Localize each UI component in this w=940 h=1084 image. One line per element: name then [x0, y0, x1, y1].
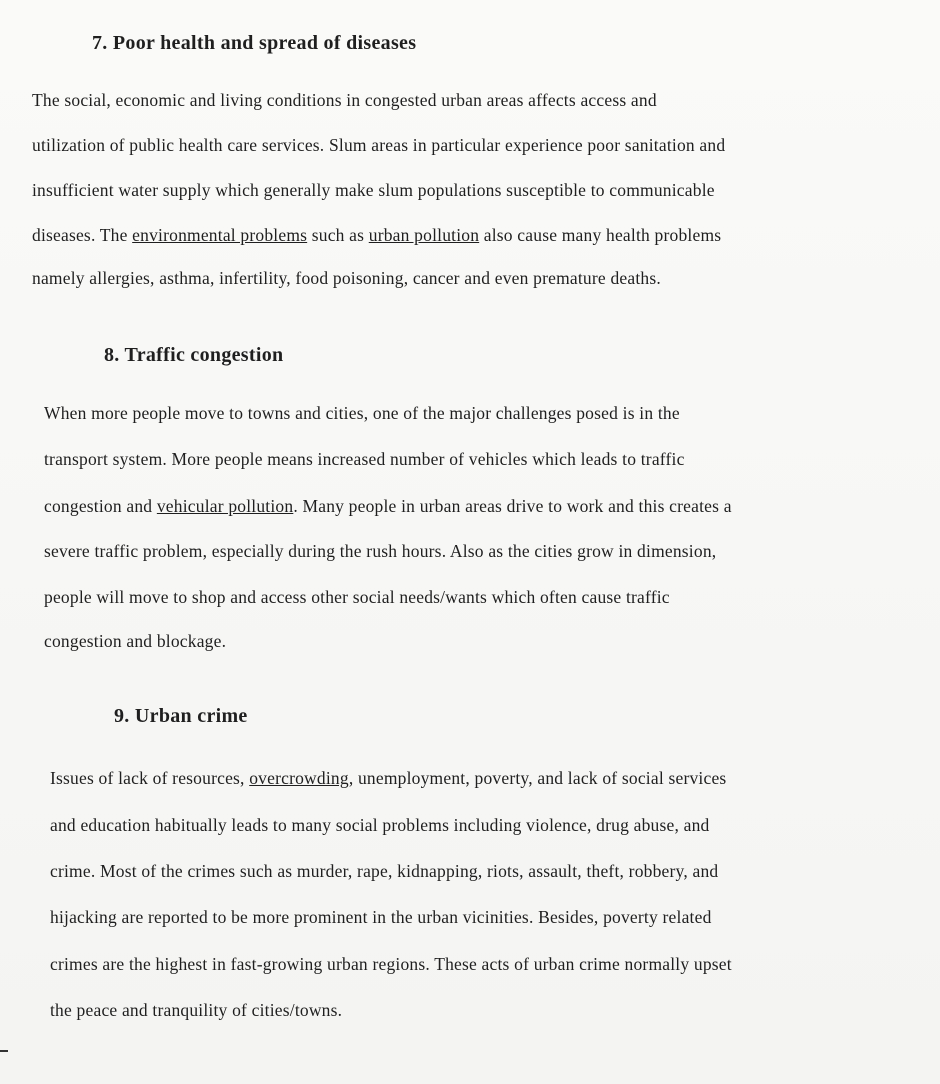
paragraph-line: namely allergies, asthma, infertility, food poisoning, cancer and even premature deaths.: [32, 268, 661, 288]
section-heading-poor-health: 7. Poor health and spread of diseases: [92, 32, 417, 54]
paragraph-line: [32, 225, 721, 246]
paragraph-line: crimes are the highest in fast-growing urban regions. These acts of urban crime normally upset: [50, 954, 732, 974]
text-span: also cause many health problems: [479, 225, 722, 245]
text-span: such as: [307, 225, 369, 245]
paragraph-line: people will move to shop and access other social needs/wants which often cause traffic: [44, 587, 670, 607]
section-heading-traffic-congestion: 8. Traffic congestion: [104, 344, 284, 366]
text-span: Issues of lack of resources,: [50, 768, 250, 788]
underlined-term: overcrowding: [249, 768, 349, 788]
paragraph-line: severe traffic problem, especially during the rush hours. Also as the cities grow in dimension,: [44, 541, 717, 561]
text-span: . Many people in urban areas drive to work and this creates a: [293, 496, 732, 516]
paragraph-line: transport system. More people means increased number of vehicles which leads to traffic: [44, 449, 685, 469]
page-edge-mark: [0, 1050, 8, 1052]
paragraph-line: and education habitually leads to many social problems including violence, drug abuse, and: [50, 815, 710, 835]
underlined-term: vehicular pollution: [156, 496, 294, 516]
underlined-term: environmental problems: [132, 225, 308, 245]
underlined-term: urban pollution: [368, 225, 480, 245]
paragraph-line: utilization of public health care services. Slum areas in particular experience poor sanitation and: [32, 135, 726, 155]
paragraph-line: the peace and tranquility of cities/towns.: [50, 1000, 343, 1020]
paragraph-line: congestion and blockage.: [44, 631, 227, 651]
paragraph-line: hijacking are reported to be more prominent in the urban vicinities. Besides, poverty related: [50, 907, 712, 927]
paragraph-line: [44, 496, 732, 517]
paragraph-line: When more people move to towns and cities, one of the major challenges posed is in the: [44, 403, 680, 423]
text-span: , unemployment, poverty, and lack of social services: [348, 768, 727, 788]
paragraph-line: insufficient water supply which generally make slum populations susceptible to communicable: [32, 180, 715, 200]
paragraph-line: [50, 768, 726, 789]
paragraph-line: The social, economic and living conditions in congested urban areas affects access and: [32, 90, 657, 110]
section-heading-urban-crime: 9. Urban crime: [114, 705, 248, 727]
text-span: diseases. The: [32, 225, 133, 245]
paragraph-line: crime. Most of the crimes such as murder, rape, kidnapping, riots, assault, theft, robbery, and: [50, 861, 719, 881]
text-span: congestion and: [44, 496, 157, 516]
